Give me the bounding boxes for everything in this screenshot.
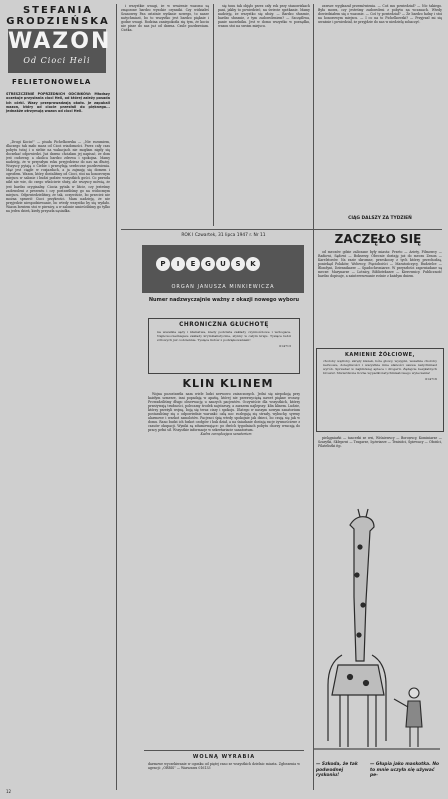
article-column-1 bbox=[6, 140, 110, 788]
zaczelo-article bbox=[318, 250, 442, 344]
feuilleton-title: WAZON bbox=[8, 29, 112, 54]
wolna-text bbox=[148, 762, 300, 770]
zaczelo-text: od meczów gdzie zaliczane były miasta: Przeto — Ariety, Filmowcy — Radiowi, Sądowi — Bokserzy. Obecnie dostaję już do meczu Zenon — Karelstorów. Na razie skromne, przeskoczy z tych którzy przechodzą, poniekąd Polaków, Wołowcy, Pięcioboiści — Maratończycy, Rudzielce — Blondyni, Dziennikarze — Spadochroniarze. W przyszłości zapowiadane są mecze: Marynarze — Lotnicy, Bibliotekarze — Kierownicy. Publiczność bardzo dopisuje, a zainteresowanie rośnie z każdym dniem. bbox=[318, 250, 442, 279]
column-divider bbox=[116, 4, 117, 790]
article-column-3 bbox=[218, 4, 310, 226]
masthead-letter: I bbox=[171, 257, 185, 271]
klin-signature: Kadra zarządzająca sanatorium bbox=[200, 432, 252, 437]
chronic-ad-text: na wszelkie sądy i kłamstwa, kiedy podziwia zakłady czynnościowe i wzbogaca. Najnowocześniejsze zakłady kryminalistyczne, słynny w całym kraju. Tysiące ludzi zdrowych już codziennie. Tysiące listów z podziękowaniem! bbox=[157, 330, 291, 342]
klin-article bbox=[148, 392, 300, 748]
giraffe-cartoon bbox=[310, 495, 444, 759]
article-column-4 bbox=[318, 4, 442, 212]
column-divider bbox=[213, 4, 214, 226]
gallstones-ad-text: choroby wątroby, skręty kiszek, bóle głowy, wysypki, wszelkie choroby nerwowe, dolegliwości i wszystkie inne słabości usuwa natychmiast wyrób. Sprzedaż w najbliższej aptece i drogerii. Żądajcie bezpłatnych broszur. Stwierdzone liczne wypadki natychmiastowego wyleczenia! bbox=[323, 359, 437, 375]
masthead-letters bbox=[156, 251, 290, 275]
section-rule bbox=[144, 750, 304, 751]
gallstones-ad-box bbox=[316, 348, 444, 432]
zaczelo-title: ZACZĘŁO SIĘ bbox=[334, 232, 422, 246]
klin-title: KLIN KLINEM bbox=[182, 377, 274, 390]
feuilleton-subtitle: Od Cioci Heli bbox=[23, 56, 91, 65]
column-3-text: się tonu tak objęło przez cały rok przy stanowiskach pani, jakby to powiedzieć, na świecie spotkanie. Mamy nadzieję, że wszystko się ułoży. — Bardzo słusznie, bardzo słusznie, z tym zadowoleniem? — Szczęśliwa, panie naczelniku. Jest w domu wszystko w porządku, wazon stoi na swoim miejscu. bbox=[218, 4, 310, 29]
masthead-letter: U bbox=[216, 257, 230, 271]
masthead-organ: ORGAN JANUSZA MINKIEWICZA bbox=[171, 284, 275, 290]
klin-text: Wojna pozostawiła nam wiele ludzi nerwowo zniszczonych. Jedni się niepokoją przy każdym szmerze, inni popadają w apatię, której nie przezwyciężą nawet piękne wczasy. Prowadziliśmy długo obserwację u naszych pacjentów. Oczywiście dla wszystkich, którzy przeżywają trudności, polecamy środek najstarszy, a zarazem najlepszy: klin klinem. Ludzie, którzy przeżyli wojnę, boją się teraz ciszy i spokoju. Dlatego w naszym nowym sanatorium postaraliśmy się o odpowiednie warunki: całą noc rozlegają się strzały, wybuchy, syreny alarmowe i warkot samolotów. Pacjenci śpią wtedy spokojnie jak dzieci, bo czują się jak w domu. Rano budzi ich łoskot czołgów i huk dział, a na śniadanie dostają racje żywnościowe z czasów okupacji. Wyniki są zdumiewające: po dwóch tygodniach pobytu chorzy wracają do pracy pełni sił. Wszystkie informacje w sekretariacie sanatorium. bbox=[148, 392, 300, 433]
summary-text: STRESZCZENIE POPRZEDNICH ODCINKÓW: Młodszy oczekuje przysłania cioci Heli, od której zależy posada ich córki. Wazy przeprowadzają około. Je zapukali wazon, który od ciocie przesłali do pięknego... jednakże otrzymują wazon od cioci Heli. bbox=[6, 92, 110, 114]
wolna-code: 016133 bbox=[198, 766, 211, 771]
gallstones-ad-code: 014716 bbox=[425, 377, 437, 381]
wolna-title: WOLNĄ WYRABIA bbox=[192, 754, 256, 760]
masthead-letter: K bbox=[246, 257, 260, 271]
masthead-letter: S bbox=[231, 257, 245, 271]
issue-tagline: Numer nadzwyczajnie ważny z okazji nowego wyboru bbox=[148, 297, 300, 303]
masthead-letter: G bbox=[201, 257, 215, 271]
keeper-figure bbox=[394, 688, 422, 747]
issue-line: ROK I Czwartek, 31 lipca 1947 r. Nr 11 bbox=[181, 233, 266, 238]
chronic-ad-box bbox=[148, 318, 300, 374]
continued-note: CIĄG DALSZY ZA TYDZIEŃ bbox=[348, 216, 412, 221]
chronic-ad-title: CHRONICZNA GŁUCHOTĘ bbox=[179, 322, 269, 328]
author-name: STEFANIA GRODZIEŃSKA bbox=[6, 5, 110, 27]
masthead-letter: E bbox=[186, 257, 200, 271]
section-rule bbox=[121, 229, 442, 230]
caption-left: — Szkoda, że tak podwodnej ryskoniu! bbox=[316, 762, 358, 779]
chronic-ad-code: 014713 bbox=[279, 344, 291, 348]
column-1-text: „Drogi Kociu!” — pisała Pichelkowska — „Nie rozumiem, dlaczego tak mało masz od Cioci wiadomości. Przez cały czas pobytu tutaj i u siebie na wakacjach nie mogłam nigdy się doczekać odpowiedzi. Już dawno chciałam jej napisać, że dom jest cudowny, a okolica bardzo zdrowa i spokojna. Mamy nadzieję, że w przyszłym roku przyjedziesz do nas na dłużej. Wszyscy pytają o Ciebie i przesyłają serdeczne pozdrowienia. Mąż jest ciągle w rozjazdach, a ja zajmuję się domem i ogrodem. Wazon, który dostaliśmy od Cioci, stoi na honorowym miejscu w salonie i budzi podziw wszystkich gości. Co prawda nikt nie wie, do czego właściwie służy, ale wszyscy mówią, że jest bardzo oryginalny. Ciocia pytała w liście, czy jesteśmy zadowoleni z prezentu i czy postawiliśmy go na widocznym miejscu. Odpowiedzieliśmy, że tak, oczywiście, bo przecież nie można sprawić Cioci przykrości. Mam nadzieję, że nie przyjedzie niespodziewanie, bo wtedy wszystko by się wydało. Wazon bowiem stoi w piwnicy, a w salonie umieściliśmy go tylko na jeden dzień, kiedy przyszła sąsiadka. bbox=[6, 140, 110, 213]
giraffe-figure bbox=[328, 509, 386, 747]
caption-right: — Głupia jako maskotka. No to mnie uczyła się używać pe- bbox=[370, 762, 440, 779]
wolna-body: darmowe wyczekiwanie w ogonku od piętej rano ze wszystkich dzielnic miasta. Zgłoszenia w agencji: „ORBIS” — Warszawa bbox=[148, 762, 300, 771]
masthead-letter: P bbox=[156, 257, 170, 271]
gallstones-ad-title: KAMIENIE ŻÓŁCIOWE, bbox=[345, 352, 415, 358]
page-number: 12 bbox=[6, 789, 12, 794]
masthead bbox=[142, 245, 304, 293]
column-2-text: i wszystkie uwagi, że w wrażenie wazonu są zmęczone bardzo wysokie czynniki. Czy widziałeś Szanowny Pan ostatnie wydanie nowego, to nasze natychmiast, bo to wszystko jest bardzo pięknie i godne uwagi. Rodzina zaniepokoiła się tym, że kociu nie pisze do nas już od dawna. Czule pozdrawiam. Ciotka. bbox=[121, 4, 209, 33]
section-label: FELIETONOWELA bbox=[12, 78, 92, 86]
zaczelo-continuation-text: pielęgniarki — tancerki ze wsi, Wiśniewscy — Borowscy, Kominiarze — Szarytki, Sklepowi — Tragarze, Łyżwiarze — Tenisiści, Śpiewacy — Oboiści, Filatelistki itp. bbox=[318, 436, 442, 449]
title-banner bbox=[8, 29, 112, 73]
zaczelo-continuation bbox=[318, 436, 442, 488]
article-column-2 bbox=[121, 4, 209, 230]
column-4-text: zawsze wygłaszał przemówienia. — Coś mu powiedział? — Nic takiego. Była mowa, czy jesteśmy zadowoleni z pobytu na wczasach. Wtedy dowiedziałem się o wazonie. — Coś ty powiedział? — Że bardzo ładny i stoi na honorowym miejscu. — I co na to Pichelkowski? — Przyjrzał mi się uważnie i powiedział, że przyjdzie do nas w niedzielę zobaczyć. bbox=[318, 4, 442, 25]
